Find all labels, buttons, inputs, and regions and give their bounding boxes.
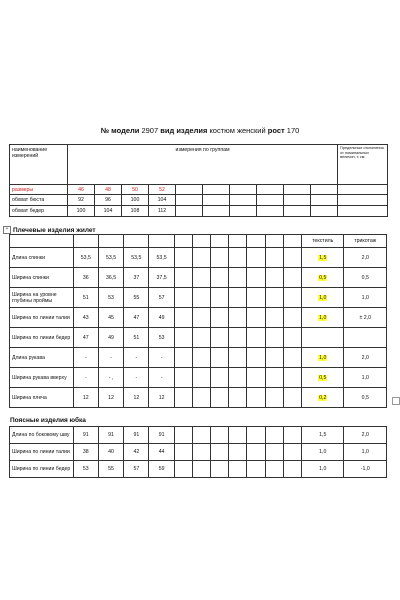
col-textile-header: текстиль [302,235,344,248]
table-row [10,328,387,348]
value-cell: 47 [73,328,98,348]
knit-tolerance: 1,0 [344,368,387,388]
model-label: № модели [100,126,140,135]
size-cell: 50 [122,185,149,195]
knit-tolerance: ± 2,0 [344,308,387,328]
knit-tolerance: 0,5 [344,268,387,288]
value-cell: 43 [73,308,98,328]
textile-tolerance: 1,0 [319,314,327,321]
table-row [10,206,388,217]
value-cell: 12 [73,388,98,408]
value-cell: 96 [95,195,122,206]
textile-tolerance: 1,0 [302,444,344,461]
value-cell: 51 [124,328,149,348]
height-label: рост [267,126,285,135]
textile-tolerance: 1,0 [319,294,327,301]
value-cell: 38 [73,444,98,461]
value-cell: - [124,368,149,388]
textile-tolerance: 1,0 [302,461,344,478]
table-row [10,348,387,368]
textile-tolerance [302,328,344,348]
table-row [10,268,387,288]
value-cell: - [98,348,123,368]
knit-tolerance [344,328,387,348]
table-row [10,368,387,388]
textile-tolerance: 1,5 [302,427,344,444]
table-row [10,308,387,328]
row-label: Ширина рукава вверху [10,368,74,388]
type-label: вид изделия [160,126,208,135]
table-resize-handle[interactable] [392,397,400,405]
value-cell: 91 [124,427,149,444]
value-cell: 53,5 [98,248,123,268]
value-cell: - [73,368,98,388]
row-label: Ширина по линии талии [10,444,74,461]
value-cell: 92 [68,195,95,206]
value-cell: 53,5 [73,248,98,268]
table-row [10,195,388,206]
row-label: обхват бюста [10,195,68,206]
value-cell: 57 [124,461,149,478]
knit-tolerance: 0,5 [344,388,387,408]
knit-tolerance: 2,0 [344,348,387,368]
table-row [10,444,387,461]
value-cell: 55 [124,288,149,308]
vest-table [9,234,387,408]
value-cell: 49 [98,328,123,348]
value-cell: - , [98,368,123,388]
textile-tolerance: 1,5 [319,254,327,261]
value-cell: 47 [124,308,149,328]
value-cell: 12 [124,388,149,408]
row-label: Ширина по линии бедер [10,328,74,348]
knit-tolerance: 2,0 [344,427,387,444]
value-cell: 104 [95,206,122,217]
row-label: Длина по боковому шву [10,427,74,444]
table-row [10,288,387,308]
size-cell: 52 [149,185,176,195]
size-cell: 48 [95,185,122,195]
skirt-section-title: Поясные изделия юбка [10,417,86,424]
textile-tolerance: 0,2 [319,394,327,401]
tolerance-header: Предельные отклонения от номинальных величин, ± см. [338,145,388,185]
knit-tolerance: 1,0 [344,444,387,461]
row-label: Ширина по линии бедер [10,461,74,478]
expand-icon[interactable]: + [3,226,11,234]
knit-tolerance: 1,0 [344,288,387,308]
textile-tolerance: 0,5 [319,374,327,381]
value-cell: 42 [124,444,149,461]
value-cell: 37 [124,268,149,288]
row-label: Ширина плеча [10,388,74,408]
value-cell: 36 [73,268,98,288]
table-row [10,388,387,408]
value-cell: 57 [149,288,174,308]
vest-section-title: Плечевые изделия жилет [13,227,96,234]
sizes-label: размеры [10,185,68,195]
value-cell: 49 [149,308,174,328]
table-row [10,427,387,444]
value-cell: - [124,348,149,368]
value-cell: 91 [73,427,98,444]
value-cell: - [149,348,174,368]
value-cell: 37,5 [149,268,174,288]
value-cell: 112 [149,206,176,217]
type-value: костюм женский [209,126,266,135]
value-cell: 45 [98,308,123,328]
name-header: наименование измерений [10,145,68,185]
skirt-table [9,426,387,478]
value-cell: 55 [98,461,123,478]
row-label: Длина спинки [10,248,74,268]
value-cell: 100 [68,206,95,217]
document-title [0,126,400,135]
value-cell: 53 [98,288,123,308]
row-label: Ширина спинки [10,268,74,288]
col-knit-header: трикотаж [344,235,387,248]
value-cell: 91 [149,427,174,444]
groups-header: измерения по группам [68,145,338,185]
textile-tolerance: 1,0 [319,354,327,361]
row-label: Ширина по линии талии [10,308,74,328]
row-label: Ширина на уровне глубины проймы [10,288,74,308]
value-cell: 91 [98,427,123,444]
sizes-table [9,144,388,217]
value-cell: 12 [149,388,174,408]
value-cell: 108 [122,206,149,217]
value-cell: 53,5 [124,248,149,268]
row-label: обхват бедер [10,206,68,217]
knit-tolerance: 2,0 [344,248,387,268]
value-cell: 53 [73,461,98,478]
value-cell: 100 [122,195,149,206]
value-cell: 51 [73,288,98,308]
model-number: 2907 [141,126,159,135]
value-cell: 12 [98,388,123,408]
value-cell: 53 [149,328,174,348]
value-cell: - [149,368,174,388]
value-cell: 59 [149,461,174,478]
textile-tolerance: 0,5 [319,274,327,281]
value-cell: 53,5 [149,248,174,268]
row-label: Длина рукава [10,348,74,368]
value-cell: - [73,348,98,368]
table-row [10,461,387,478]
value-cell: 36,5 [98,268,123,288]
table-row [10,248,387,268]
value-cell: 40 [98,444,123,461]
knit-tolerance: -1,0 [344,461,387,478]
value-cell: 104 [149,195,176,206]
value-cell: 44 [149,444,174,461]
size-cell: 46 [68,185,95,195]
height-value: 170 [286,126,300,135]
